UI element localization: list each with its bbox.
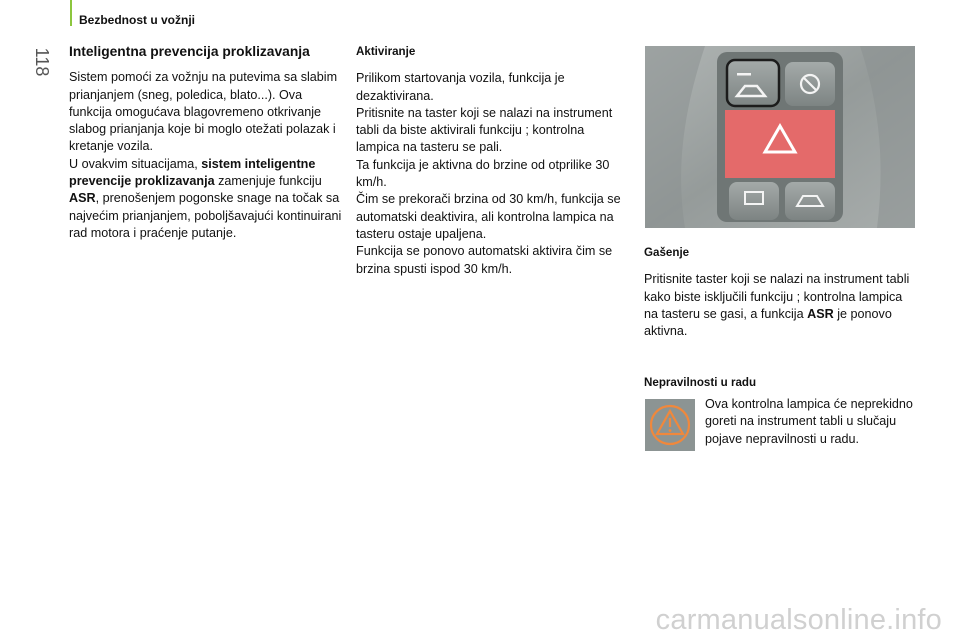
section-header: Bezbednost u vožnji <box>79 13 196 27</box>
deactivation-section <box>644 244 919 340</box>
main-title: Inteligentna prevencija proklizavanja <box>69 44 310 59</box>
description-paragraph: U ovakvim situacijama, sistem inteligentne prevencije proklizavanja zamenjuje funkciju ASR, prenošenjem pogonske snage na točak sa najvećim prianjanjem, poboljšavajući kontinuirani rad motora i praćenje putanje. <box>69 156 342 240</box>
activation-paragraph-3: Ta funkcija je aktivna do brzine od otprilike 30 km/h. <box>356 157 610 190</box>
activation-paragraph-4: Čim se prekorači brzina od 30 km/h, funkcija se automatski deaktivira, ali kontrolna lampica na tasteru ostaje upaljena. <box>356 192 621 241</box>
intro-paragraph: Sistem pomoći za vožnju na putevima sa slabim prianjanjem (sneg, poledica, blato...). Ova funkcija omogućava blagovremeno otkrivanje slabog prianjanja koje bi moglo otežati polazak i kretanje vozila. <box>69 70 338 154</box>
fault-title: Nepravilnosti u radu <box>644 376 757 389</box>
asr-label: ASR <box>807 306 834 321</box>
warning-lamp-icon <box>645 399 695 451</box>
activation-paragraph-2: Pritisnite na taster koji se nalazi na instrument tabli da biste aktivirali funkciju ; kontrolna lampica na tasteru se pali. <box>356 105 613 155</box>
traction-button <box>727 60 779 106</box>
activation-title: Aktiviranje <box>356 45 416 58</box>
dashboard-switch-panel-photo <box>645 46 915 228</box>
intro-column <box>69 43 344 242</box>
deactivation-title: Gašenje <box>644 246 690 259</box>
deactivation-paragraph: Pritisnite taster koji se nalazi na instrument tabli kako biste isključili funkciju ; kontrolna lampica na tasteru se gasi, a funkcija ASR je ponovo aktivna. <box>644 272 910 339</box>
watermark: carmanualsonline.info <box>655 604 942 636</box>
hazard-button <box>725 110 835 178</box>
fault-text: Ova kontrolna lampica će neprekidno goreti na instrument tabli u slučaju pojave nepravilnosti u radu. <box>705 397 913 446</box>
activation-section <box>356 43 631 278</box>
section-accent-bar <box>70 0 72 26</box>
activation-paragraph-5: Funkcija se ponovo automatski aktivira čim se brzina spusti ispod 30 km/h. <box>356 244 613 276</box>
asr-label: ASR <box>69 191 96 206</box>
system-name: sistem inteligentne prevencije proklizavanja <box>69 156 316 189</box>
page-number: 118 <box>32 47 53 77</box>
activation-paragraph-1: Prilikom startovanja vozila, funkcija je dezaktivirana. <box>356 71 565 103</box>
